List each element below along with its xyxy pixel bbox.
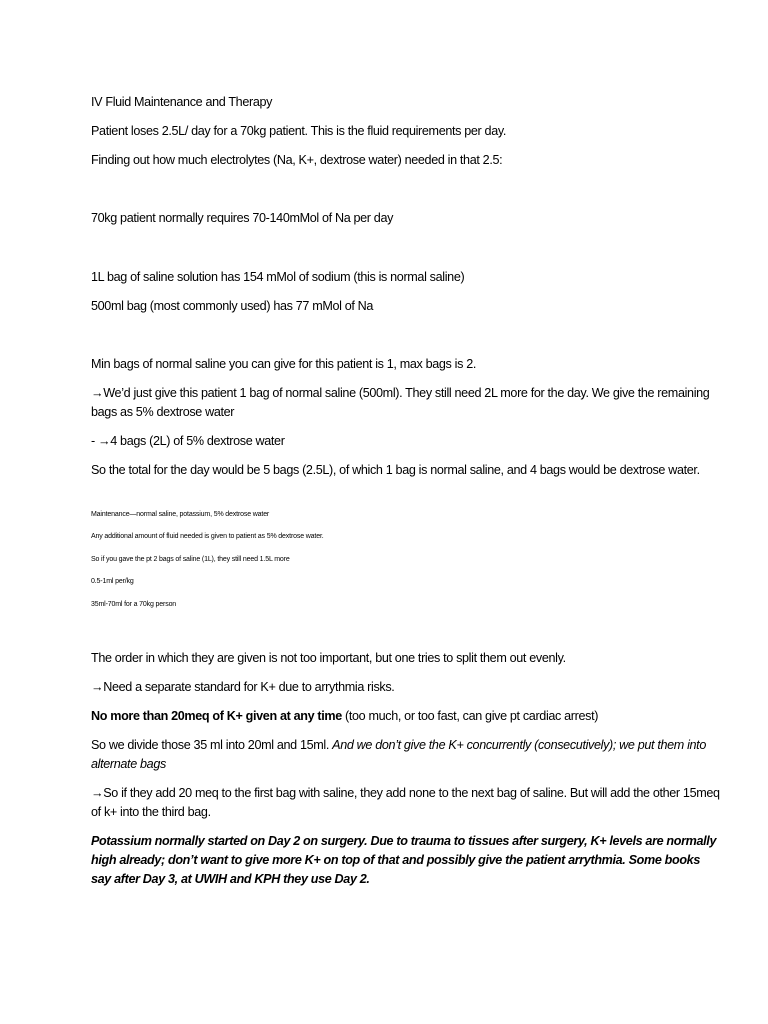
page-title: IV Fluid Maintenance and Therapy [91,95,273,109]
note-ml-per-kg: 0.5-1ml per/kg [91,578,134,585]
note-maintenance: Maintenance—normal saline, potassium, 5% dextrose water [91,511,270,518]
note-70kg-person: 35ml-70ml for a 70kg person [91,601,177,608]
paragraph-electrolytes: Finding out how much electrolytes (Na, K+, dextrose water) needed in that 2.5: [91,153,503,167]
paragraph-k-bag-sequence: →So if they add 20 meq to the first bag with saline, they add none to the next bag of saline. But will add the other 15meq of k+ into the third bag. [91,786,720,819]
paragraph-saline-1l: 1L bag of saline solution has 154 mMol of sodium (this is normal saline) [91,270,465,284]
paragraph-order: The order in which they are given is not too important, but one tries to split them out evenly. [91,651,566,665]
paragraph-k-standard: →Need a separate standard for K+ due to arrythmia risks. [91,680,395,694]
note-additional-fluid: Any additional amount of fluid needed is given to patient as 5% dextrose water. [91,533,324,540]
k-limit-bold: No more than 20meq of K+ given at any time [91,709,342,723]
paragraph-min-max-bags: Min bags of normal saline you can give for this patient is 1, max bags is 2. [91,357,477,371]
paragraph-k-limit [91,707,721,726]
paragraph-na-requirement: 70kg patient normally requires 70-140mMol of Na per day [91,211,394,225]
k-limit-rest: (too much, or too fast, can give pt cardiac arrest) [341,709,599,723]
paragraph-fluid-loss: Patient loses 2.5L/ day for a 70kg patient. This is the fluid requirements per day. [91,124,507,138]
paragraph-total-day: So the total for the day would be 5 bags (2.5L), of which 1 bag is normal saline, and 4 bags would be dextrose water. [91,463,700,477]
divide-doses-italic: And we don’t give the K+ concurrently (consecutively); we put them into alternate bags [91,738,706,771]
paragraph-dextrose-bags: - →4 bags (2L) of 5% dextrose water [91,434,285,448]
paragraph-divide-doses [91,736,721,774]
paragraph-potassium-day2: Potassium normally started on Day 2 on surgery. Due to trauma to tissues after surgery, K+ levels are normally high already; don’t want to give more K+ on top of that and possibly give the patient arrythmia. Some books say after Day 3, at UWIH and KPH they use Day 2. [91,834,717,886]
divide-doses-plain: So we divide those 35 ml into 20ml and 15ml. [91,738,333,752]
note-two-bags: So if you gave the pt 2 bags of saline (1L), they still need 1.5L more [91,556,290,563]
paragraph-give-one-bag: →We’d just give this patient 1 bag of normal saline (500ml). They still need 2L more for the day. We give the remaining bags as 5% dextrose water [91,386,710,419]
paragraph-saline-500ml: 500ml bag (most commonly used) has 77 mMol of Na [91,299,374,313]
